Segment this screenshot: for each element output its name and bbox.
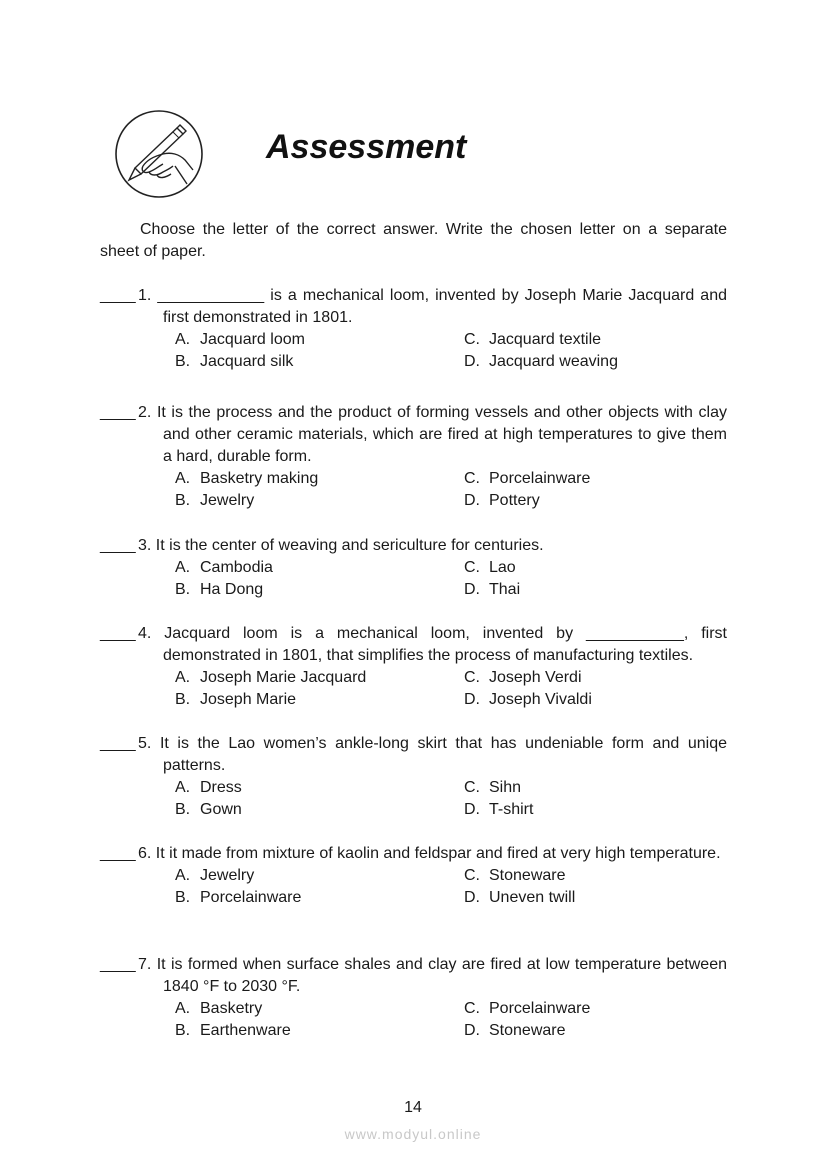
question-1 xyxy=(100,285,727,373)
option-a: A. Cambodia xyxy=(175,559,273,576)
question-6 xyxy=(100,843,727,909)
option-c: C. Sihn xyxy=(464,779,522,796)
question-number: 3. xyxy=(138,537,152,554)
option-d: D. Joseph Vivaldi xyxy=(464,691,592,708)
question-7 xyxy=(100,954,727,1042)
answer-blank: ____ xyxy=(100,404,136,421)
question-4 xyxy=(100,623,727,711)
question-number: 7. xyxy=(138,956,152,973)
answer-options xyxy=(175,667,727,711)
option-a: A. Basketry making xyxy=(175,470,319,487)
answer-blank: ____ xyxy=(100,625,136,642)
question-3 xyxy=(100,535,727,601)
answer-options xyxy=(175,329,727,373)
question-stem: It is the center of weaving and sericulture for centuries. xyxy=(155,537,544,554)
option-d: D. Jacquard weaving xyxy=(464,353,618,370)
option-c: C. Stoneware xyxy=(464,867,566,884)
question-stem: It is the Lao women’s ankle-long skirt that has undeniable form and uniqe patterns. xyxy=(159,735,727,774)
option-c: C. Joseph Verdi xyxy=(464,669,582,686)
option-a: A. Jewelry xyxy=(175,867,255,884)
answer-options xyxy=(175,865,727,909)
answer-options xyxy=(175,777,727,821)
option-b: B. Porcelainware xyxy=(175,889,302,906)
question-text xyxy=(100,285,727,329)
option-b: B. Jewelry xyxy=(175,492,255,509)
option-b: B. Jacquard silk xyxy=(175,353,294,370)
question-2 xyxy=(100,402,727,512)
page-title: Assessment xyxy=(266,128,467,166)
question-number: 5. xyxy=(138,735,152,752)
hand-writing-pencil-icon xyxy=(113,108,205,200)
option-a: A. Joseph Marie Jacquard xyxy=(175,669,367,686)
answer-options xyxy=(175,557,727,601)
option-b: B. Joseph Marie xyxy=(175,691,297,708)
question-number: 2. xyxy=(138,404,152,421)
question-number: 4. xyxy=(138,625,152,642)
question-text xyxy=(100,623,727,667)
option-a: A. Basketry xyxy=(175,1000,263,1017)
question-stem: ____________ is a mechanical loom, invented by Joseph Marie Jacquard and first demonstrated in 1801. xyxy=(157,287,727,326)
answer-blank: ____ xyxy=(100,537,136,554)
option-d: D. Pottery xyxy=(464,492,540,509)
option-a: A. Jacquard loom xyxy=(175,331,305,348)
option-c: C. Jacquard textile xyxy=(464,331,602,348)
question-text xyxy=(100,954,727,998)
answer-options xyxy=(175,998,727,1042)
option-d: D. T-shirt xyxy=(464,801,534,818)
question-stem: It is formed when surface shales and clay are fired at low temperature between 1840 °F to 2030 °F. xyxy=(156,956,727,995)
answer-blank: ____ xyxy=(100,287,136,304)
option-d: D. Stoneware xyxy=(464,1022,566,1039)
watermark: www.modyul.online xyxy=(344,1126,482,1142)
question-5 xyxy=(100,733,727,821)
question-stem: Jacquard loom is a mechanical loom, invented by ___________, first demonstrated in 1801, that simplifies the process of manufacturing textiles. xyxy=(163,625,727,664)
answer-blank: ____ xyxy=(100,845,136,862)
option-d: D. Uneven twill xyxy=(464,889,576,906)
option-d: D. Thai xyxy=(464,581,521,598)
question-text xyxy=(100,733,727,777)
question-number: 1. xyxy=(138,287,152,304)
option-b: B. Gown xyxy=(175,801,242,818)
option-c: C. Porcelainware xyxy=(464,1000,591,1017)
instructions: Choose the letter of the correct answer. Write the chosen letter on a separate sheet of paper. xyxy=(100,221,727,260)
question-stem: It is the process and the product of forming vessels and other objects with clay and other ceramic materials, which are fired at high temperatures to give them a hard, durable form. xyxy=(156,404,727,465)
question-number: 6. xyxy=(138,845,152,862)
page-number: 14 xyxy=(404,1099,422,1116)
question-text xyxy=(100,535,727,557)
question-text xyxy=(100,843,727,865)
question-text xyxy=(100,402,727,468)
option-b: B. Earthenware xyxy=(175,1022,291,1039)
option-b: B. Ha Dong xyxy=(175,581,264,598)
option-c: C. Lao xyxy=(464,559,516,576)
option-c: C. Porcelainware xyxy=(464,470,591,487)
question-stem: It it made from mixture of kaolin and feldspar and fired at very high temperature. xyxy=(155,845,721,862)
answer-blank: ____ xyxy=(100,956,136,973)
option-a: A. Dress xyxy=(175,779,242,796)
answer-blank: ____ xyxy=(100,735,136,752)
answer-options xyxy=(175,468,727,512)
